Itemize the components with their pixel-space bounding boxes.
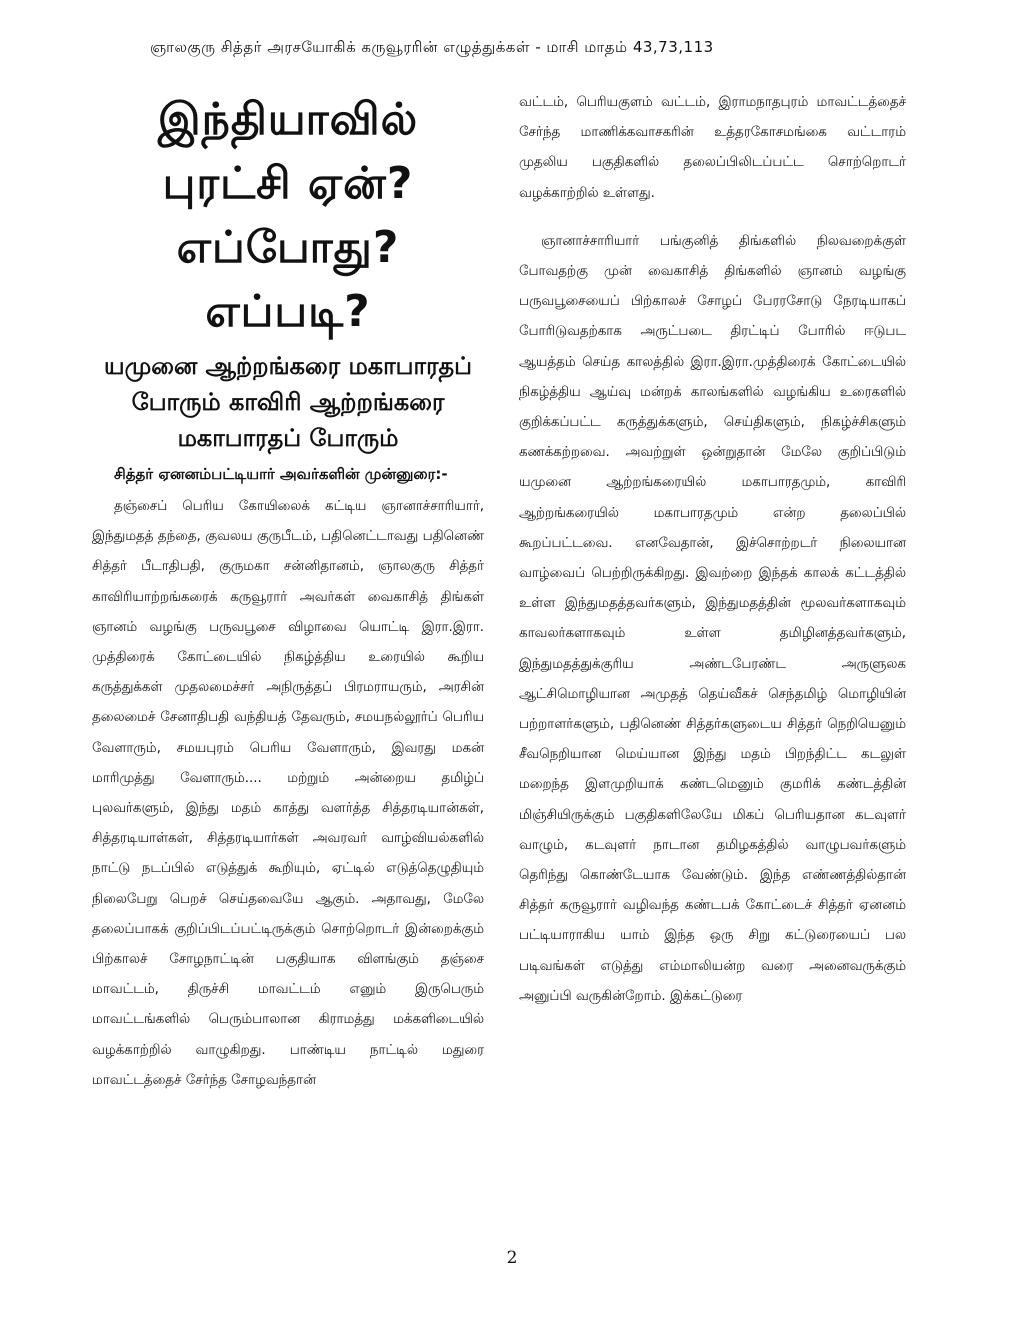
running-header: ஞாலகுரு சித்தர் அரசயோகிக் கருவூரரின் எழுத்துக்கள் - மாசி மாதம் 43,73,113: [150, 38, 714, 56]
right-column: [519, 88, 906, 1012]
article-title: இந்தியாவில் புரட்சி ஏன்? எப்போது? எப்படி?: [157, 94, 419, 337]
article-subtitle: யமுனை ஆற்றங்கரை மகாபாரதப் போரும் காவிரி ஆற்றங்கரை மகாபாரதப் போரும்: [104, 352, 472, 452]
body-paragraph: ஞானாச்சாரியார் பங்குனித் திங்களில் நிலவறைக்குள் போவதற்கு முன் வைகாசித் திங்களில் ஞானம் வழங்கு பருவபூசையைப் பிற்காலச் சோழப் பேரரசோடு நேரடியாகப் போரிடுவதற்காக அருட்படை திரட்டிப் போரில் ஈடுபட ஆயத்தம் செய்த காலத்தில் இரா.இரா.முத்திரைக் கோட்டையில் நிகழ்த்திய ஆய்வு மன்றக் காலங்களில் வழங்கிய உரைகளில் குறிக்கப்பட்ட கருத்துக்களும், செய்திகளும், நிகழ்ச்சிகளும் கணக்கற்றவை. அவற்றுள் ஒன்றுதான் மேலே குறிப்பிடும் யமுனை ஆற்றங்கரையில் மகாபாரதமும், காவிரி ஆற்றங்கரையில் மகாபாரதமும் என்ற தலைப்பில் கூறப்பட்டவை. எனவேதான், இச்சொற்றடர் நிலையான வாழ்வைப் பெற்றிருக்கிறது. இவற்றை இந்தக் காலக் கட்டத்தில் உள்ள இந்துமதத்தவர்களும், இந்துமதத்தின் மூலவர்களாகவும் காவலர்களாகவும் உள்ள தமிழினத்தவர்களும், இந்துமதத்துக்குரிய அண்டபேரண்ட அருளுலக ஆட்சிமொழியான அமுதத் தெய்வீகச் செந்தமிழ் மொழியின் பற்றாளர்களும், பதினெண் சித்தர்களுடைய சித்தர் நெறியெனும் சீவநெறியான மெய்யான இந்து மதம் பிறந்திட்ட கடலுள் மறைந்த இளமுறியாக் கண்டமெனும் குமரிக் கண்டத்தின் மிஞ்சியிருக்கும் பகுதிகளிலேயே மிகப் பெரியதான கடவுளர் வாழும், கடவுளர் நாடான தமிழகத்தில் வாழுபவர்களும் தெரிந்து கொண்டேயாக வேண்டும். இந்த எண்ணத்தில்தான் சித்தர் கருவூரார் வழிவந்த கண்டபக் கோட்டைச் சித்தர் ஏனனம் பட்டியாராகிய யாம் இந்த ஒரு சிறு கட்டுரையைப் பல படிவங்கள் எடுத்து எம்மாலியன்ற வரை அனைவருக்கும் அனுப்பி வருகின்றோம். இக்கட்டுரை: [519, 233, 906, 1004]
page-number: 2: [506, 1248, 518, 1268]
body-paragraph: வட்டம், பெரியகுளம் வட்டம், இராமநாதபுரம் மாவட்டத்தைச் சேர்ந்த மாணிக்கவாசகரின் உத்தரகோசமங்கை வட்டாரம் முதலிய பகுதிகளில் தலைப்பிலிடப்பட்ட சொற்றொடர் வழக்காற்றில் உள்ளது.: [519, 95, 906, 201]
body-paragraph: தஞ்சைப் பெரிய கோயிலைக் கட்டிய ஞானாச்சாரியார், இந்துமதத் தந்தை, குவலய குருபீடம், பதினெட்டாவது பதினெண் சித்தர் பீடாதிபதி, குருமகா சன்னிதானம், ஞாலகுரு சித்தர் காவிரியாற்றங்கரைக் கருவூரார் அவர்கள் வைகாசித் திங்கள் ஞானம் வழங்கு பருவபூசை விழாவை யொட்டி இரா.இரா. முத்திரைக் கோட்டையில் நிகழ்த்திய உரையில் கூறிய கருத்துக்கள் முதலமைச்சர் அநிருத்தப் பிரமராயரும், அரசின் தலைமைச் சேனாதிபதி வந்தியத் தேவரும், சமயநல்லூர்ப் பெரிய வேளாரும், சமயபுரம் பெரிய வேளாரும், இவரது மகன் மாரிமுத்து வேளாரும்.... மற்றும் அன்றைய தமிழ்ப் புலவர்களும், இந்து மதம் காத்து வளர்த்த சித்தரடியான்கள், சித்தரடியாள்கள், சித்தரடியார்கள் அவரவர் வாழ்வியல்களில் நாட்டு நடப்பில் எடுத்துக் கூறியும், ஏட்டில் எடுத்தெழுதியும் நிலைபேறு பெறச் செய்தவையே ஆகும். அதாவது, மேலே தலைப்பாகக் குறிப்பிடப்பட்டிருக்கும் சொற்றொடர் இன்றைக்கும் பிற்காலச் சோழநாட்டின் பகுதியாக விளங்கும் தஞ்சை மாவட்டம், திருச்சி மாவட்டம் எனும் இருபெரும் மாவட்டங்களில் பெரும்பாலான கிராமத்து மக்களிடையில் வழக்காற்றில் வாழுகிறது. பாண்டிய நாட்டில் மதுரை மாவட்டத்தைச் சேர்ந்த சோழவந்தான்: [92, 499, 484, 1088]
foreword-heading: சித்தர் ஏனனம்பட்டியார் அவர்களின் முன்னுரை:-: [114, 465, 448, 483]
paragraph-gap: [519, 209, 906, 227]
left-column: [92, 88, 484, 1096]
